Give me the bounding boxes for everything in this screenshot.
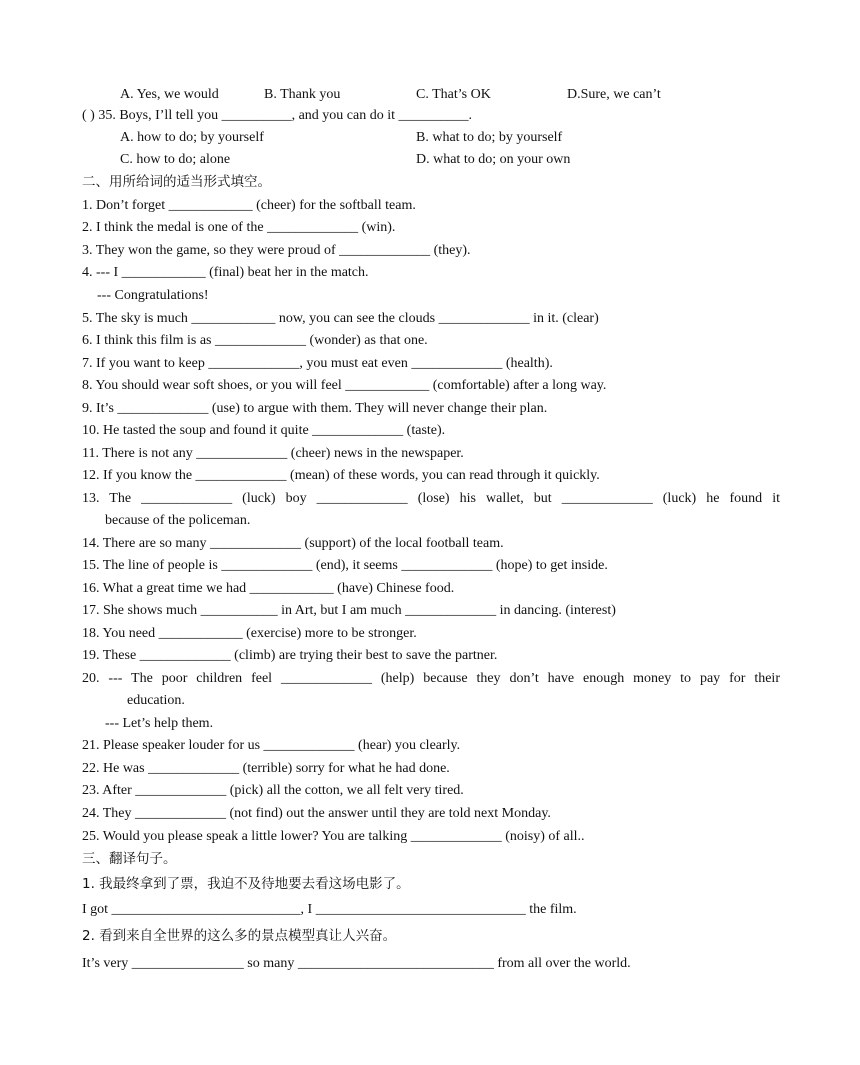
q34-option-c: C. That’s OK	[416, 87, 491, 102]
s2-item-11: 11. There is not any _____________ (cheer) news in the newspaper.	[82, 446, 464, 461]
q35-option-a: A. how to do; by yourself	[120, 130, 264, 145]
s2-item-16: 16. What a great time we had ____________ (have) Chinese food.	[82, 581, 455, 596]
s2-item-2: 2. I think the medal is one of the _____________ (win).	[82, 220, 396, 235]
q35-option-d: D. what to do; on your own	[416, 152, 571, 167]
s2-item-22: 22. He was _____________ (terrible) sorry for what he had done.	[82, 761, 450, 776]
s2-item-8: 8. You should wear soft shoes, or you will feel ____________ (comfortable) after a long way.	[82, 378, 607, 393]
s2-item-21: 21. Please speaker louder for us _____________ (hear) you clearly.	[82, 738, 461, 753]
s2-item-5: 5. The sky is much ____________ now, you can see the clouds _____________ in it. (clear)	[82, 311, 599, 326]
s2-item-17: 17. She shows much ___________ in Art, but I am much _____________ in dancing. (interest)	[82, 603, 616, 618]
q34-option-d: D.Sure, we can’t	[567, 87, 661, 102]
s2-item-20-cont: education.	[127, 693, 185, 708]
s2-item-13-cont: because of the policeman.	[105, 513, 251, 528]
s2-item-23: 23. After _____________ (pick) all the cotton, we all felt very tired.	[82, 783, 464, 798]
section3-title: 三、翻译句子。	[82, 851, 177, 867]
s3-item-1-english: I got ___________________________, I ______________________________ the film.	[82, 902, 577, 917]
s3-item-2-chinese: 2. 看到来自全世界的这么多的景点模型真让人兴奋。	[82, 928, 397, 944]
s2-item-4-reply: --- Congratulations!	[97, 288, 209, 303]
s2-item-1: 1. Don’t forget ____________ (cheer) for the softball team.	[82, 198, 416, 213]
s2-item-25: 25. Would you please speak a little lower? You are talking _____________ (noisy) of all..	[82, 829, 585, 844]
s2-item-15: 15. The line of people is _____________ (end), it seems _____________ (hope) to get inside.	[82, 558, 608, 573]
q35-option-c: C. how to do; alone	[120, 152, 231, 167]
s2-item-20: 20. --- The poor children feel _____________ (help) because they don’t have enough money to pay for their	[82, 671, 780, 686]
s2-item-7: 7. If you want to keep _____________, you must eat even _____________ (health).	[82, 356, 553, 371]
s2-item-6: 6. I think this film is as _____________ (wonder) as that one.	[82, 333, 428, 348]
q35-stem: ( ) 35. Boys, I’ll tell you __________, and you can do it __________.	[82, 108, 473, 123]
s2-item-24: 24. They _____________ (not find) out the answer until they are told next Monday.	[82, 806, 551, 821]
s2-item-9: 9. It’s _____________ (use) to argue with them. They will never change their plan.	[82, 401, 548, 416]
s2-item-20-reply: --- Let’s help them.	[105, 716, 214, 731]
s2-item-18: 18. You need ____________ (exercise) more to be stronger.	[82, 626, 417, 641]
section2-title: 二、用所给词的适当形式填空。	[82, 174, 271, 190]
s3-item-2-english: It’s very ________________ so many ____________________________ from all over the world.	[82, 956, 631, 971]
s2-item-13: 13. The _____________ (luck) boy _____________ (lose) his wallet, but _____________ (luck) he found it	[82, 491, 780, 506]
s2-item-14: 14. There are so many _____________ (support) of the local football team.	[82, 536, 504, 551]
q34-option-b: B. Thank you	[264, 87, 341, 102]
s3-item-1-chinese: 1. 我最终拿到了票，我迫不及待地要去看这场电影了。	[82, 876, 410, 892]
s2-item-19: 19. These _____________ (climb) are trying their best to save the partner.	[82, 648, 498, 663]
q34-option-a: A. Yes, we would	[120, 87, 219, 102]
s2-item-10: 10. He tasted the soup and found it quite _____________ (taste).	[82, 423, 446, 438]
s2-item-3: 3. They won the game, so they were proud of _____________ (they).	[82, 243, 471, 258]
s2-item-12: 12. If you know the _____________ (mean) of these words, you can read through it quickly.	[82, 468, 600, 483]
s2-item-4: 4. --- I ____________ (final) beat her in the match.	[82, 265, 369, 280]
q35-option-b: B. what to do; by yourself	[416, 130, 563, 145]
